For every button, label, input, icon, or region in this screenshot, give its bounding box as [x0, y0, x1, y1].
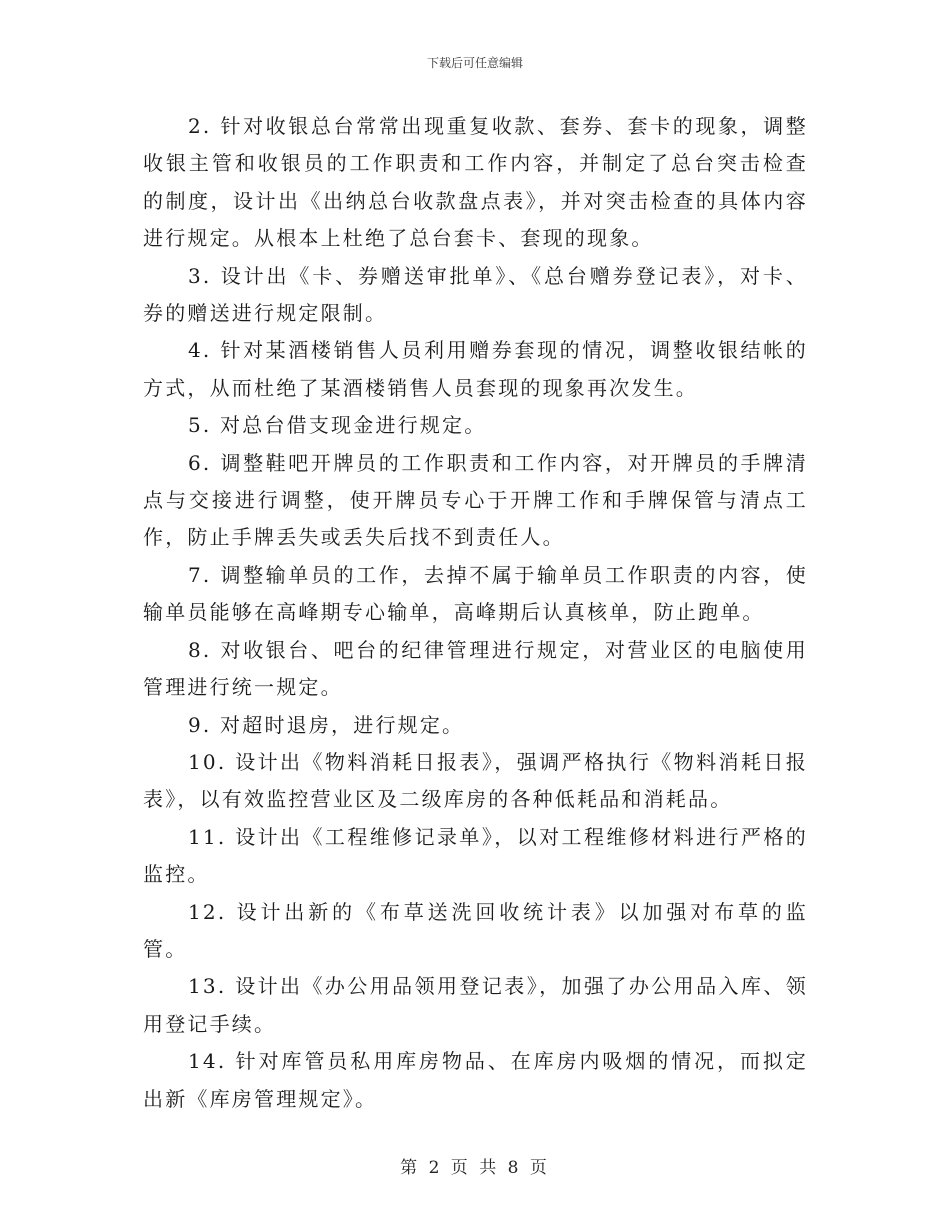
paragraph-item-7: 7. 调整输单员的工作，去掉不属于输单员工作职责的内容，使输单员能够在高峰期专心输单，高峰期后认真核单，防止跑单。: [143, 562, 808, 625]
paragraph-item-9: 9. 对超时退房，进行规定。: [188, 712, 465, 737]
document-body: [143, 108, 808, 1118]
paragraph-item-8: 8. 对收银台、吧台的纪律管理进行规定，对营业区的电脑使用管理进行统一规定。: [143, 637, 808, 700]
page-number-footer: 第 2 页 共 8 页: [400, 1158, 550, 1178]
paragraph-item-4: 4. 针对某酒楼销售人员利用赠券套现的情况，调整收银结帐的方式，从而杜绝了某酒楼销售人员套现的现象再次发生。: [143, 338, 808, 400]
paragraph-item-2: 2. 针对收银总台常常出现重复收款、套券、套卡的现象，调整收银主管和收银员的工作职责和工作内容，并制定了总台突击检查的制度，设计出《出纳总台收款盘点表》，并对突击检查的具体内容进行规定。从根本上杜绝了总台套卡、套现的现象。: [143, 114, 808, 251]
paragraph-item-3: 3. 设计出《卡、券赠送审批单》、《总台赠券登记表》，对卡、券的赠送进行规定限制。: [143, 263, 808, 326]
paragraph-item-11: 11. 设计出《工程维修记录单》，以对工程维修材料进行严格的监控。: [143, 824, 808, 887]
paragraph-item-5: 5. 对总台借支现金进行规定。: [188, 413, 487, 438]
paragraph-item-13: 13. 设计出《办公用品领用登记表》，加强了办公用品入库、领用登记手续。: [143, 974, 808, 1036]
paragraph-item-14: 14. 针对库管员私用库房物品、在库房内吸烟的情况，而拟定出新《库房管理规定》。: [143, 1049, 808, 1111]
paragraph-item-12: 12. 设计出新的《布草送洗回收统计表》以加强对布草的监管。: [143, 899, 808, 961]
paragraph-item-6: 6. 调整鞋吧开牌员的工作职责和工作内容，对开牌员的手牌清点与交接进行调整，使开牌员专心于开牌工作和手牌保管与清点工作，防止手牌丢失或丢失后找不到责任人。: [143, 450, 808, 550]
paragraph-item-10: 10. 设计出《物料消耗日报表》，强调严格执行《物料消耗日报表》，以有效监控营业区及二级库房的各种低耗品和消耗品。: [143, 749, 808, 812]
page-header: 下载后可任意编辑: [426, 56, 523, 70]
